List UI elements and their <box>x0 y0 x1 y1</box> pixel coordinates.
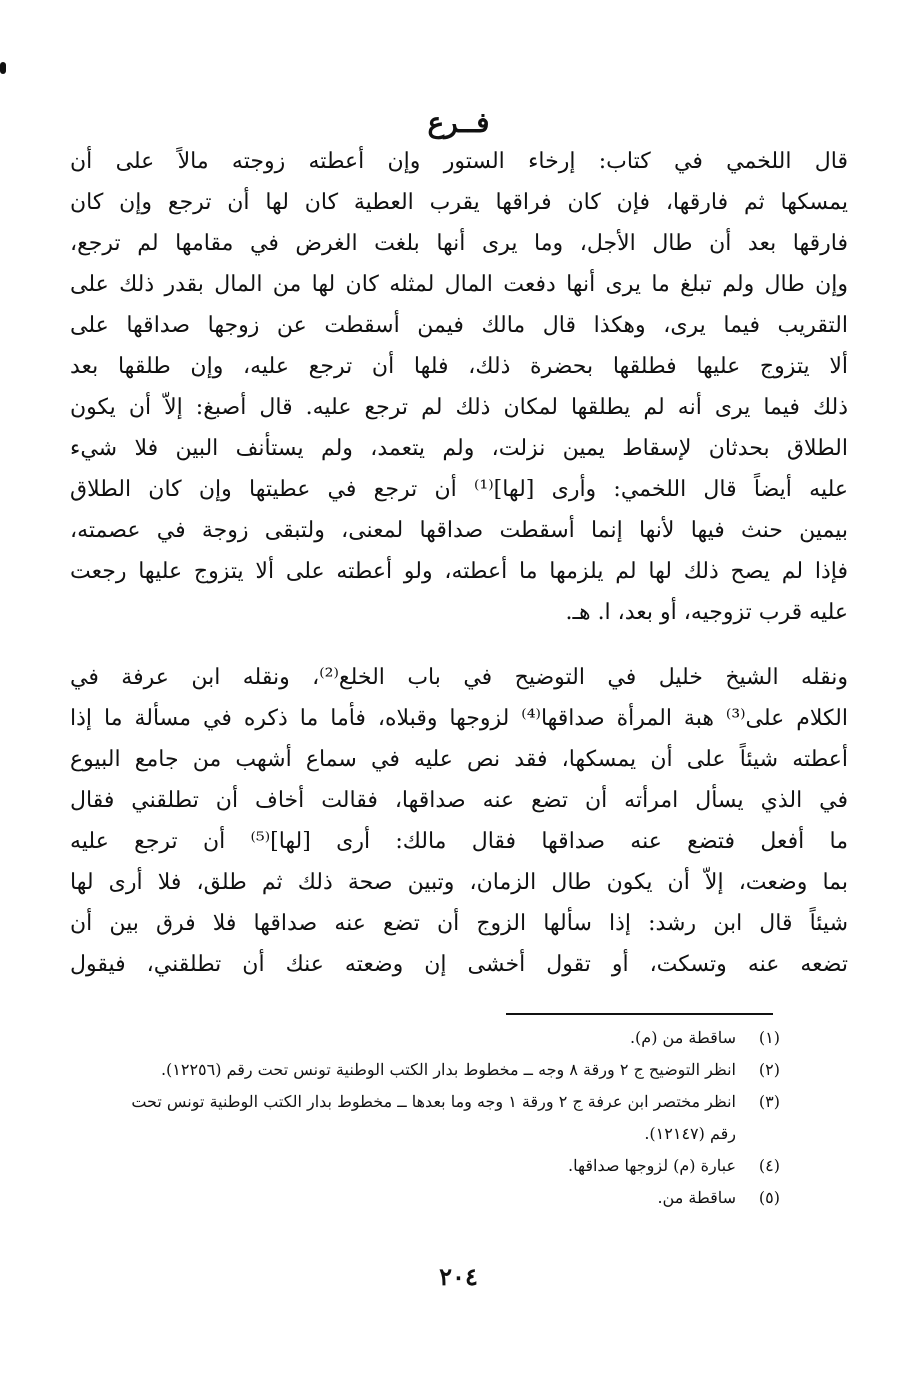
text-line: في الذي يسأل امرأته أن تضع عنه صداقها، فقالت أخاف أن تطلقني فقال <box>70 788 848 813</box>
text-line: الكلام على⁽³⁾ هبة المرأة صداقها⁽⁴⁾ لزوجها وقبلاه، فأما ما ذكره في مسألة ما إذا <box>70 706 848 731</box>
footnote <box>60 1022 780 1054</box>
text-line: عليه قرب تزوجيه، أو بعد، ا. هـ. <box>565 600 848 625</box>
footnotes <box>60 1022 780 1214</box>
footnote-text: انظر التوضيح ج ٢ ورقة ٨ وجه ــ مخطوط بدار الكتب الوطنية تونس تحت رقم (١٢٢٥٦). <box>160 1060 736 1079</box>
footnote-text: عبارة (م) لزوجها صداقها. <box>568 1156 736 1175</box>
text-line: ذلك فيما يرى أنه لم يطلقها لمكان ذلك لم ترجع عليه. قال أصبغ: إلاّ أن يكون <box>70 395 848 420</box>
footnote-number: (٢) <box>758 1060 780 1079</box>
footnote-number: (٤) <box>758 1156 780 1175</box>
footnote <box>60 1086 780 1150</box>
paragraph-1 <box>70 141 848 633</box>
page-number: ٢٠٤ <box>439 1262 478 1291</box>
paragraph-2 <box>70 657 848 985</box>
text-line: الطلاق بحدثان لإسقاط يمين نزلت، ولم يتعمد، ولم يستأنف البين فلا شيء <box>70 436 848 461</box>
text-line: ما أفعل فتضع عنه صداقها فقال مالك: أرى [لها]⁽⁵⁾ أن ترجع عليه <box>70 829 848 854</box>
footnote-number: (٣) <box>758 1092 780 1111</box>
footnote <box>60 1054 780 1086</box>
text-line: أعطته شيئاً على أن يمسكها، فقد نص عليه في سماع أشهب من جامع البيوع <box>70 747 848 772</box>
text-line: بما وضعت، إلاّ أن يكون طال الزمان، وتبين صحة ذلك ثم طلق، فلا أرى لها <box>70 870 848 895</box>
text-line: التقريب فيما يرى، وهكذا قال مالك فيمن أسقطت عن زوجها صداقها على <box>70 313 848 338</box>
text-line: ونقله الشيخ خليل في التوضيح في باب الخلع⁽²⁾، ونقله ابن عرفة في <box>70 665 848 690</box>
footnote-text: انظر مختصر ابن عرفة ج ٢ ورقة ١ وجه وما بعدها ــ مخطوط بدار الكتب الوطنية تونس تحت <box>131 1092 736 1111</box>
text-line: عليه أيضاً قال اللخمي: وأرى [لها]⁽¹⁾ أن ترجع في عطيتها وإن كان الطلاق <box>70 477 848 502</box>
text-line: وإن طال ولم تبلغ ما يرى أنها دفعت المال لمثله كان لها من المال بقدر ذلك على <box>70 272 848 297</box>
footnote-text: رقم (١٢١٤٧). <box>644 1124 736 1143</box>
footnote-divider <box>506 1013 773 1015</box>
text-line: فارقها بعد أن طال الأجل، وما يرى أنها بلغت الغرض في مقامها لم ترجع، <box>70 231 848 256</box>
footnote <box>60 1150 780 1182</box>
section-heading: فــرع <box>427 106 490 139</box>
text-line: بيمين حنث فيها لأنها إنما أسقطت صداقها لمعنى، ولتبقى زوجة في عصمته، <box>70 518 848 543</box>
footnote-text: ساقطة من (م). <box>629 1028 736 1047</box>
text-line: تضعه عنه وتسكت، أو تقول أخشى إن وضعته عنك أن تطلقني، فيقول <box>70 952 848 977</box>
text-line: ألا يتزوج عليها فطلقها بحضرة ذلك، فلها أن ترجع عليه، وإن طلقها بعد <box>70 354 848 379</box>
text-line: قال اللخمي في كتاب: إرخاء الستور وإن أعطته زوجته مالاً على أن <box>70 149 848 174</box>
footnote <box>60 1182 780 1214</box>
text-line: يمسكها ثم فارقها، فإن كان فراقها يقرب العطية كان لها أن ترجع وإن كان <box>70 190 848 215</box>
text-line: فإذا لم يصح ذلك لها لم يلزمها ما أعطته، ولو أعطته على ألا يتزوج عليها رجعت <box>70 559 848 584</box>
footnote-number: (١) <box>758 1028 780 1047</box>
footnote-text: ساقطة من. <box>657 1188 736 1207</box>
footnote-number: (٥) <box>758 1188 780 1207</box>
text-line: شيئاً قال ابن رشد: إذا سألها الزوج أن تضع عنه صداقها فلا فرق بين أن <box>70 911 848 936</box>
margin-mark <box>0 62 6 74</box>
